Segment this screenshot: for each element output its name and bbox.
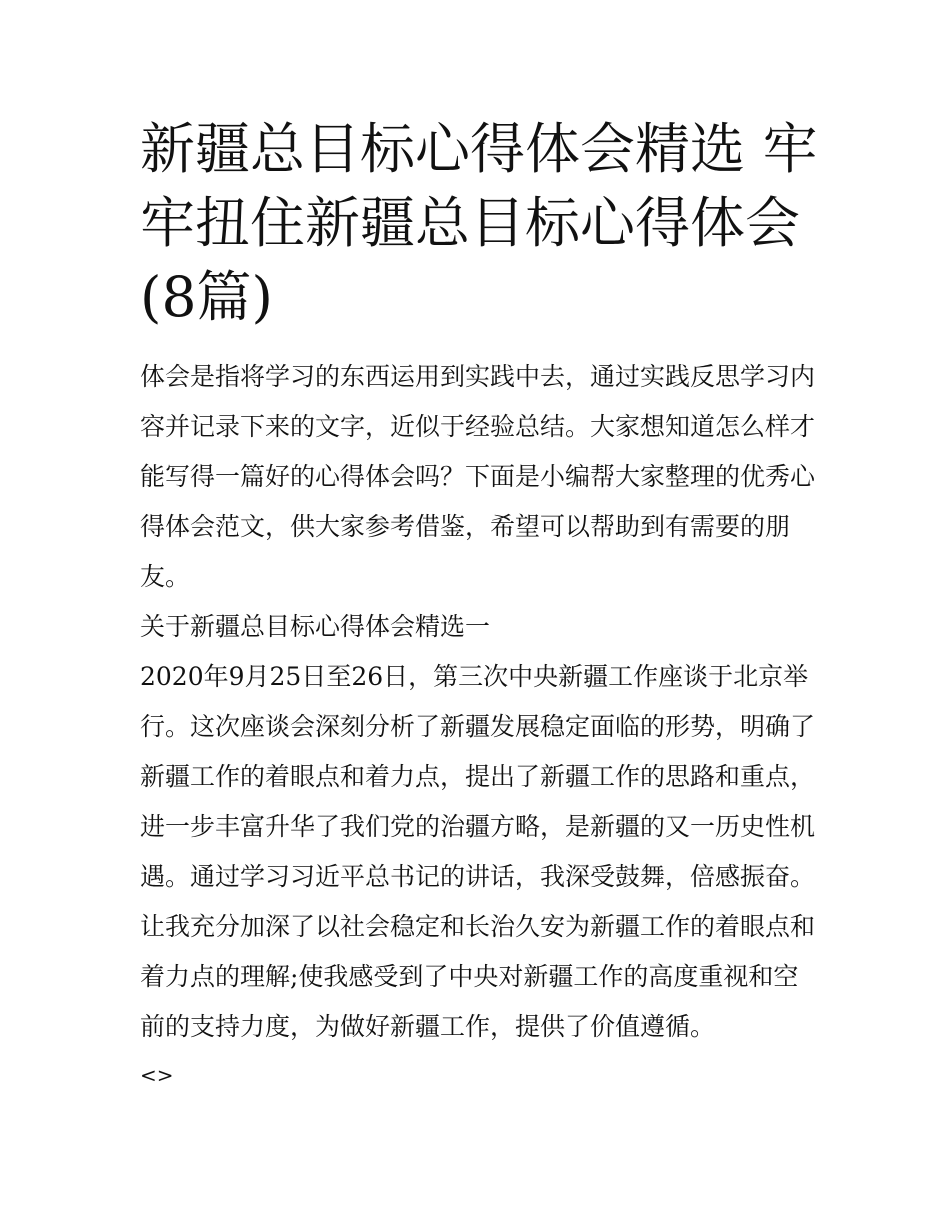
section-heading: 关于新疆总目标心得体会精选一	[140, 612, 491, 641]
document-content	[140, 352, 816, 1088]
trailing-marker: <>	[140, 1063, 174, 1087]
intro-paragraph: 体会是指将学习的东西运用到实践中去，通过实践反思学习内容并记录下来的文字，近似于经验总结。大家想知道怎么样才能写得一篇好的心得体会吗？下面是小编帮大家整理的优秀心得体会范文，供大家参考借鉴，希望可以帮助到有需要的朋友。	[140, 362, 816, 591]
document-title: 新疆总目标心得体会精选 牢牢扭住新疆总目标心得体会(8篇)	[140, 117, 818, 329]
body-paragraph: 2020年9月25日至26日，第三次中央新疆工作座谈于北京举行。这次座谈会深刻分析了新疆发展稳定面临的形势，明确了新疆工作的着眼点和着力点，提出了新疆工作的思路和重点，进一步丰富升华了我们党的治疆方略，是新疆的又一历史性机遇。通过学习习近平总书记的讲话，我深受鼓舞，倍感振奋。让我充分加深了以社会稳定和长治久安为新疆工作的着眼点和着力点的理解;使我感受到了中央对新疆工作的高度重视和空前的支持力度，为做好新疆工作，提供了价值遵循。	[140, 662, 816, 1041]
